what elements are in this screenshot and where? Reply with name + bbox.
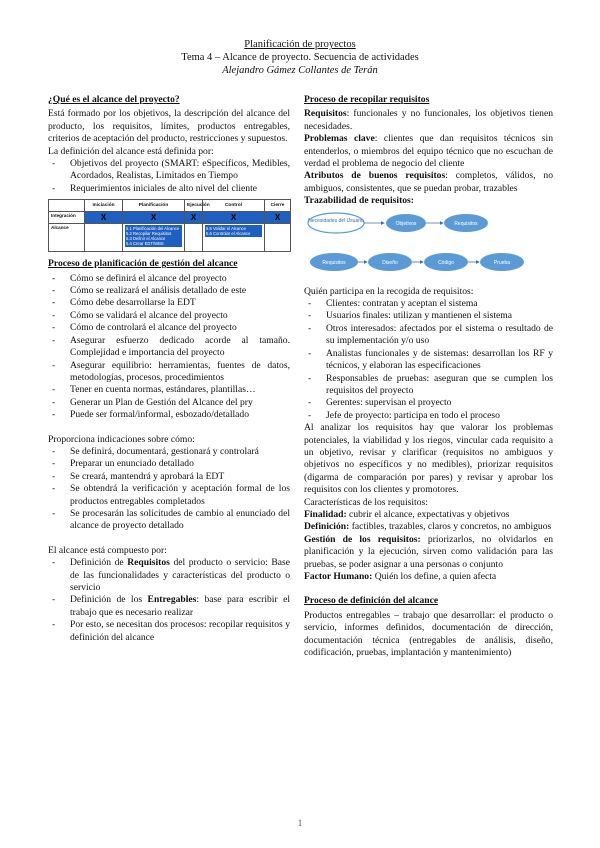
list-item: - Definición de Requisitos del producto o servicio: Base de las funcionalidades y características del producto o servicio xyxy=(48,557,290,594)
table-mark: X xyxy=(265,212,291,224)
doc-title: Planificación de proyectos xyxy=(244,39,356,50)
list-item: - Puede ser formal/informal, esbozado/detallado xyxy=(48,409,290,421)
list-item: - Gerentes: supervisan el proyecto xyxy=(304,397,553,409)
section-heading: ¿Qué es el alcance del proyecto? xyxy=(48,94,180,105)
paragraph: Atributos de buenos requisitos: completos, válidos, no ambiguos, consistentes, que se puedan probar, trazables xyxy=(304,170,553,194)
paragraph: Trazabilidad de requisitos: xyxy=(304,195,414,207)
table-header-cell: Planificación xyxy=(123,200,185,212)
diagram-node-label: Requisitos xyxy=(322,259,346,266)
page-number: 1 xyxy=(297,818,303,828)
list-item: - Responsables de pruebas: aseguran que se cumplen los requisitos del proyecto xyxy=(304,373,553,398)
list-item: - Se procesarán las solicitudes de cambio al enunciado del alcance de proyecto detallado xyxy=(48,508,290,533)
bullet-list xyxy=(48,446,290,533)
traceability-svg xyxy=(304,210,553,280)
paragraph: Proporciona indicaciones sobre cómo: xyxy=(48,433,195,445)
list-item: - Jefe de proyecto: participa en todo el proceso xyxy=(304,410,553,422)
paragraph: Finalidad: cubrir el alcance, expectativas y objetivos xyxy=(304,508,510,520)
list-item: - Se definirá, documentará, gestionará y controlará xyxy=(48,446,290,458)
diagram-node-b2 xyxy=(368,253,412,271)
paragraph: Factor Humano: Quién los define, a quien afecta xyxy=(304,571,497,582)
list-item: - Se obtendrá la verificación y aceptación formal de los productos entregables completados xyxy=(48,483,290,508)
list-item: - Cómo se validará el alcance del proyecto xyxy=(48,310,290,322)
paragraph: Problemas clave: clientes que dan requisitos técnicos sin entenderlos, o miembros del equipo técnico que no escuchan de verdad el problema de negocio del cliente xyxy=(304,133,554,170)
section-heading: Proceso de definición del alcance xyxy=(304,595,439,607)
list-item: - Tener en cuenta normas, estándares, plantillas… xyxy=(48,384,290,396)
diagram-node-label: Prueba xyxy=(493,259,511,266)
paragraph: La definición del alcance está definida por: xyxy=(48,145,214,157)
table-mark: X xyxy=(185,212,203,224)
table-header-cell: Ejecución xyxy=(185,200,203,212)
section-heading: Proceso de planificación de gestión del alcance xyxy=(48,258,238,270)
table-header-cell xyxy=(49,200,85,212)
list-item: - Cómo se definirá el alcance del proyecto xyxy=(48,273,290,285)
doc-subtitle: Tema 4 – Alcance de proyecto. Secuencia de actividades xyxy=(181,52,419,63)
diagram-node-label: Código xyxy=(438,259,454,266)
list-item: - Asegurar equilibrio: herramientas, fuentes de datos, metodologías, procesos, procedimientos xyxy=(48,360,290,385)
section-heading: Proceso de recopilar requisitos xyxy=(304,94,430,105)
list-item: - Cómo debe desarrollarse la EDT xyxy=(48,297,290,309)
process-table xyxy=(48,199,291,252)
diagram-node-needs xyxy=(308,213,364,233)
right-column xyxy=(304,94,553,659)
bullet-list xyxy=(48,557,290,644)
row-label: Alcance xyxy=(49,224,85,252)
list-item: - Usuarios finales: utilizan y mantienen el sistema xyxy=(304,310,553,322)
table-mark: X xyxy=(85,212,123,224)
paragraph: Gestión de los requisitos: priorizarlos, no olvidarlos en planificación y la ejecución, sirven como validación para las pruebas, se poder asignar a una personas o conjunto xyxy=(304,533,553,570)
diagram-node-label: Objetivos xyxy=(395,220,417,227)
paragraph: Productos entregables – trabajo que desarrollar: el producto o servicio, informes definidos, documentación de dirección, documentación técnica (entregables de análisis, diseño, codificación, pruebas, implantación y mantenimiento) xyxy=(304,609,553,659)
table-header-cell: Control xyxy=(203,200,265,212)
list-item: - Analistas funcionales y de sistemas: desarrollan los RF y técnicos, y elaboran las especificaciones xyxy=(304,348,553,373)
plan-processes: 5.1 Planificación del Alcance 5.2 Recopilar Requisitos 5.3 Definir el Alcance 5.4 Crear EDT/WBS xyxy=(125,225,182,247)
diagram-node-label: Diseño xyxy=(382,259,398,266)
bullet-list xyxy=(48,273,290,422)
diagram-node-b3 xyxy=(424,253,468,271)
list-item: - Preparar un enunciado detallado xyxy=(48,458,290,470)
bullet-list xyxy=(48,158,290,195)
table-mark: X xyxy=(203,212,265,224)
table-header-row xyxy=(49,200,291,212)
doc-author: Alejandro Gámez Collantes de Terán xyxy=(222,65,378,76)
list-item: - Por esto, se necesitan dos procesos: recopilar requisitos y definición del alcance xyxy=(48,619,290,644)
diagram-node-requirements xyxy=(444,214,488,232)
bullet-list xyxy=(304,298,553,422)
diagram-node-b4 xyxy=(480,253,524,271)
paragraph: Características de los requisitos: xyxy=(304,496,428,508)
table-row xyxy=(49,212,291,224)
paragraph: Quién participa en la recogida de requisitos: xyxy=(304,285,474,297)
diagram-node-label: Requisitos xyxy=(454,220,478,227)
diagram-node-b1 xyxy=(310,253,358,271)
list-item: - Cómo de controlará el alcance del proyecto xyxy=(48,322,290,334)
list-item: - Otros interesados: afectados por el sistema o resultado de su implementación y/o uso xyxy=(304,323,553,348)
list-item: - Cómo se realizará el análisis detallado de este xyxy=(48,285,290,297)
left-column xyxy=(48,94,290,644)
list-item: - Se creará, mantendrá y aprobará la EDT xyxy=(48,471,290,483)
list-item: - Requerimientos iniciales de alto nivel del cliente xyxy=(48,183,290,195)
table-header-cell: Cierre xyxy=(265,200,291,212)
table-cell xyxy=(85,224,123,252)
list-item: - Clientes: contratan y aceptan el sistema xyxy=(304,298,553,310)
control-processes: 5.5 Validar el Alcance 5.6 Controlar el Alcance xyxy=(205,225,262,237)
table-cell xyxy=(185,224,203,252)
paragraph: Requisitos: funcionales y no funcionales, los objetivos tienen necesidades. xyxy=(304,108,553,132)
table-cell xyxy=(265,224,291,252)
table-cell xyxy=(123,224,185,252)
table-row xyxy=(49,224,291,252)
paragraph: Está formado por los objetivos, la descripción del alcance del producto, los requisitos, límites, productos entregables, criterios de aceptación del producto, restricciones y supuestos. xyxy=(48,108,290,145)
paragraph: Al analizar los requisitos hay que valorar los problemas potenciales, la viabilidad y los riegos, vincular cada requisito a un objetivo, revisar y clarificar (requisitos no ambiguos y objetivos no específicos y no medibles), priorizar requisitos (digarma de comparación por pares) y revisar y aprobar los requisitos con los clientes y promotores. xyxy=(304,422,553,496)
row-label: Integración xyxy=(49,212,85,224)
list-item: - Asegurar esfuerzo dedicado acorde al tamaño. Complejidad e importancia del proyecto xyxy=(48,335,290,360)
list-item: - Definición de los Entregables: base para escribir el trabajo que es necesario realizar xyxy=(48,594,290,619)
traceability-diagram xyxy=(304,210,553,280)
diagram-node-objectives xyxy=(386,214,426,232)
paragraph: El alcance está compuesto por: xyxy=(48,544,167,556)
list-item: - Objetivos del proyecto (SMART: eSpecíficos, Medibles, Acordados, Realistas, Limitados en Tiempo xyxy=(48,158,290,183)
paragraph: Definición: factibles, trazables, claros y concretos, no ambiguos xyxy=(304,521,552,533)
document-header xyxy=(0,38,600,77)
diagram-node-label: Necesidades del Usuario xyxy=(308,217,364,224)
table-cell xyxy=(203,224,265,252)
list-item: - Generar un Plan de Gestión del Alcance del pry xyxy=(48,397,290,409)
table-header-cell: Iniciación xyxy=(85,200,123,212)
table-mark: X xyxy=(123,212,185,224)
